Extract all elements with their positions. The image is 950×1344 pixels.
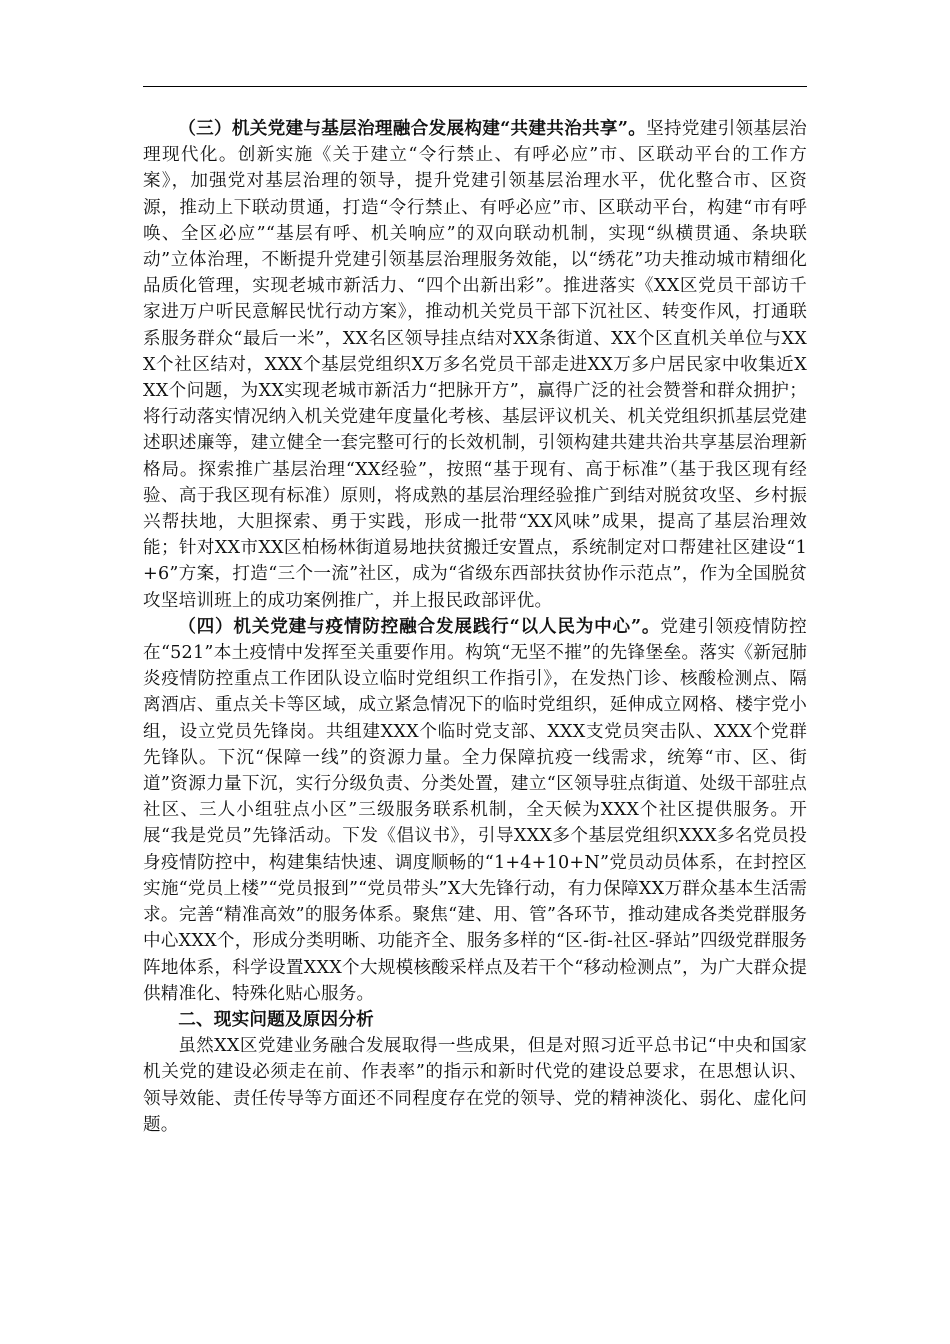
paragraph-text: 党建引领疫情防控在“521”本土疫情中发挥至关重要作用。构筑“无坚不摧”的先锋堡垒。落实《新冠肺炎疫情防控重点工作团队设立临时党组织工作指引》，在发热门诊、核酸检测点、隔离酒店、重点关卡等区域，成立紧急情况下的临时党组织，延伸成立网格、楼宇党小组，设立党员先锋岗。共组建XXX个临时党支部、XXX支党员突击队、XXX个党群先锋队。下沉“保障一线”的资源力量。全力保障抗疫一线需求，统筹“市、区、街道”资源力量下沉，实行分级负责、分类处置，建立“区领导驻点街道、处级干部驻点社区、三人小组驻点小区”三级服务联系机制，全天候为XXX个社区提供服务。开展“我是党员”先锋活动。下发《倡议书》，引导XXX多个基层党组织XXX多名党员投身疫情防控中，构建集结快速、调度顺畅的“1+4+10+N”党员动员体系，在封控区实施“党员上楼”“党员报到”“党员带头”X大先锋行动，有力保障XX万群众基本生活需求。完善“精准高效”的服务体系。聚焦“建、用、管”各环节，推动建成各类党群服务中心XXX个，形成分类明晰、功能齐全、服务多样的“区-街-社区-驿站”四级党群服务阵地体系，科学设置XXX个大规模核酸采样点及若干个“移动检测点”，为广大群众提供精准化、特殊化贴心服务。 [143,616,807,1004]
document-body [143,116,807,1138]
paragraph-text: 坚持党建引领基层治理现代化。创新实施《关于建立“令行禁止、有呼必应”市、区联动平台的工作方案》，加强党对基层治理的领导，提升党建引领基层治理水平，优化整合市、区资源，推动上下联动贯通，打造“令行禁止、有呼必应”市、区联动平台，构建“市有呼唤、全区必应”“基层有呼、机关响应”的双向联动机制，实现“纵横贯通、条块联动”立体治理，不断提升党建引领基层治理服务效能，以“绣花”功夫推动城市精细化品质化管理，实现老城市新活力、“四个出新出彩”。推进落实《XX区党员干部访千家进万户听民意解民忧行动方案》，推动机关党员干部下沉社区、转变作风，打通联系服务群众“最后一米”，XX名区领导挂点结对XX条街道、XX个区直机关单位与XXX个社区结对，XXX个基层党组织X万多名党员干部走进XX万多户居民家中收集近XXX个问题，为XX实现老城市新活力“把脉开方”，赢得广泛的社会赞誉和群众拥护；将行动落实情况纳入机关党建年度量化考核、基层评议机关、机关党组织抓基层党建述职述廉等，建立健全一套完整可行的长效机制，引领构建共建共治共享基层治理新格局。探索推广基层治理“XX经验”，按照“基于现有、高于标准”（基于我区现有经验、高于我区现有标准）原则，将成熟的基层治理经验推广到结对脱贫攻坚、乡村振兴帮扶地，大胆探索、勇于实践，形成一批带“XX风味”成果，提高了基层治理效能；针对XX市XX区柏杨林街道易地扶贫搬迁安置点，系统制定对口帮建社区建设“1+6”方案，打造“三个一流”社区，成为“省级东西部扶贫协作示范点”，作为全国脱贫攻坚培训班上的成功案例推广，并上报民政部评优。 [143,119,807,611]
paragraph-lead: （四）机关党建与疫情防控融合发展践行“以人民为中心”。 [178,615,661,637]
paragraph-epidemic-prevention [143,614,807,1007]
paragraph-grassroots-governance [143,116,807,614]
paragraph-problems: 虽然XX区党建业务融合发展取得一些成果，但是对照习近平总书记“中央和国家机关党的建设必须走在前、作表率”的指示和新时代党的建设总要求，在思想认识、领导效能、责任传导等方面还不同程度存在党的领导、党的精神淡化、弱化、虚化问题。 [143,1036,807,1135]
paragraph-lead: （三）机关党建与基层治理融合发展构建“共建共治共享”。 [178,118,647,139]
header-rule [143,86,807,87]
section-heading: 二、现实问题及原因分析 [178,1008,374,1030]
